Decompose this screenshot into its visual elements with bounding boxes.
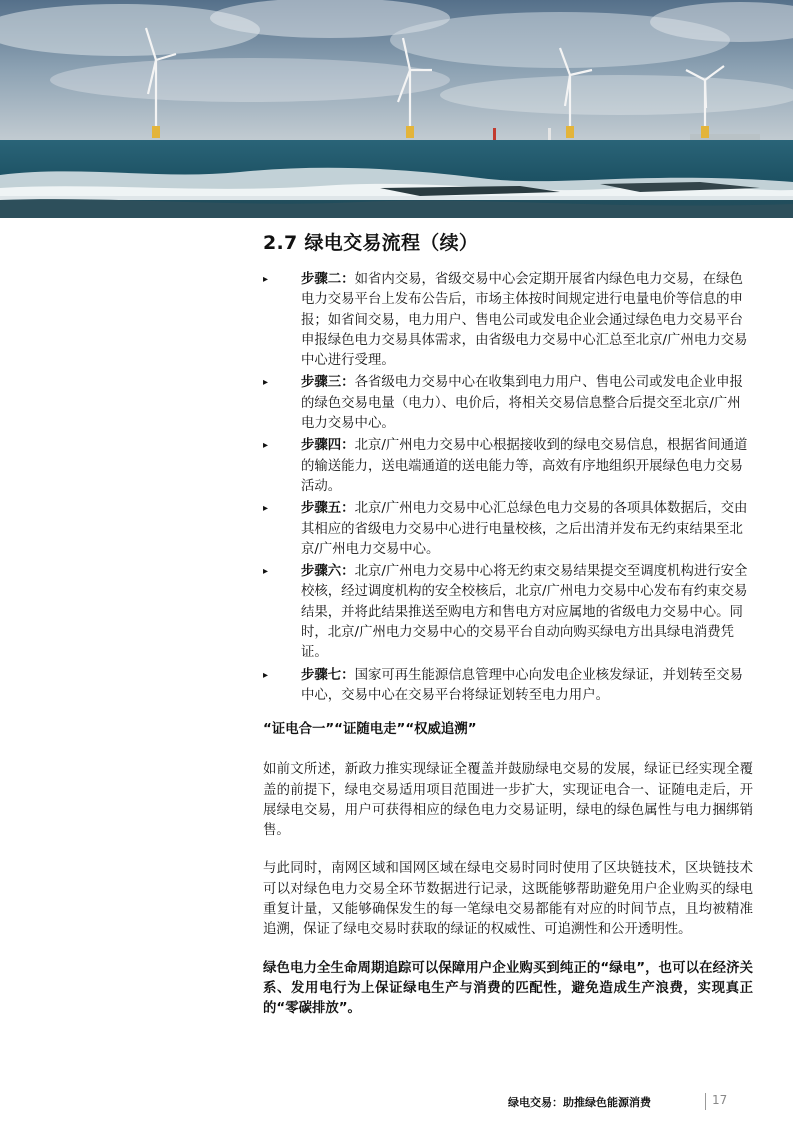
footer-section-title: 绿电交易：助推绿色能源消费 [508,1096,651,1109]
step-label: 步骤三： [301,375,355,391]
list-item [263,436,753,497]
step-text: 国家可再生能源信息管理中心向发电企业核发绿证，并划转至交易中心，交易中心在交易平台将绿证划转至电力用户。 [301,667,743,703]
main-content [263,230,753,1038]
step-label: 步骤六： [301,564,355,580]
triangle-right-icon: ▸ [263,377,269,389]
triangle-right-icon: ▸ [263,274,269,285]
triangle-right-icon: ▸ [263,503,269,515]
step-label: 步骤五： [301,501,355,517]
list-item [263,499,753,560]
step-label: 步骤四： [301,438,355,454]
page-title: 2.7 绿电交易流程（续） [263,232,479,254]
list-item [263,562,753,663]
step-label: 步骤七： [301,667,355,683]
list-item [263,373,753,434]
step-text: 北京/广州电力交易中心将无约束交易结果提交至调度机构进行安全校核，经过调度机构的安全校核后，北京/广州电力交易中心发布有约束交易结果，并将此结果推送至购电方和售电方对应属地的省级电力交易中心。同时，北京/广州电力交易中心的交易平台自动向购买绿电方出具绿电消费凭证。 [301,564,748,661]
conclusion-paragraph: 绿色电力全生命周期追踪可以保障用户企业购买到纯正的“绿电”，也可以在经济关系、发用电行为上保证绿电生产与消费的匹配性，避免造成生产浪费，实现真正的“零碳排放”。 [263,960,753,1017]
footer-divider [705,1093,706,1110]
body-paragraph: 如前文所述，新政力推实现绿证全覆盖并鼓励绿电交易的发展，绿证已经实现全覆盖的前提下，绿电交易适用项目范围进一步扩大，实现证电合一、证随电走后，开展绿电交易，用户可获得相应的绿色电力交易证明，绿电的绿色属性与电力捆绑销售。 [263,762,753,839]
section-subheading: “证电合一”“证随电走”“权威追溯” [263,722,477,738]
step-label: 步骤二： [301,272,355,287]
step-text: 北京/广州电力交易中心汇总绿色电力交易的各项具体数据后，交由其相应的省级电力交易中心进行电量校核，之后出清并发布无约束结果至北京/广州电力交易中心。 [301,501,748,557]
page-footer [0,1093,793,1113]
triangle-right-icon: ▸ [263,669,269,681]
hero-image [0,0,793,218]
body-paragraph: 与此同时，南网区域和国网区域在绿电交易时同时使用了区块链技术，区块链技术可以对绿色电力交易全环节数据进行记录，这既能够帮助避免用户企业购买的绿电重复计量，又能够确保发生的每一笔绿电交易都能有对应的时间节点，且均被精准追溯，保证了绿电交易时获取的绿证的权威性、可追溯性和公开透明性。 [263,861,753,938]
process-steps-list [263,270,753,706]
list-item [263,666,753,707]
page-number: 17 [712,1093,728,1107]
wind-farm-photo [0,0,793,218]
step-text: 各省级电力交易中心在收集到电力用户、售电公司或发电企业申报的绿色交易电量（电力）、电价后，将相关交易信息整合后提交至北京/广州电力交易中心。 [301,375,743,432]
triangle-right-icon: ▸ [263,440,269,452]
list-item [263,270,753,371]
triangle-right-icon: ▸ [263,566,269,578]
step-text: 北京/广州电力交易中心根据接收到的绿电交易信息，根据省间通道的输送能力，送电端通道的送电能力等，高效有序地组织开展绿色电力交易活动。 [301,438,748,494]
step-text: 如省内交易，省级交易中心会定期开展省内绿色电力交易，在绿色电力交易平台上发布公告后，市场主体按时间规定进行电量电价等信息的申报；如省间交易，电力用户、售电公司或发电企业会通过绿色电力交易平台申报绿色电力交易具体需求，由省级电力交易中心汇总至北京/广州电力交易中心进行受理。 [301,272,748,369]
